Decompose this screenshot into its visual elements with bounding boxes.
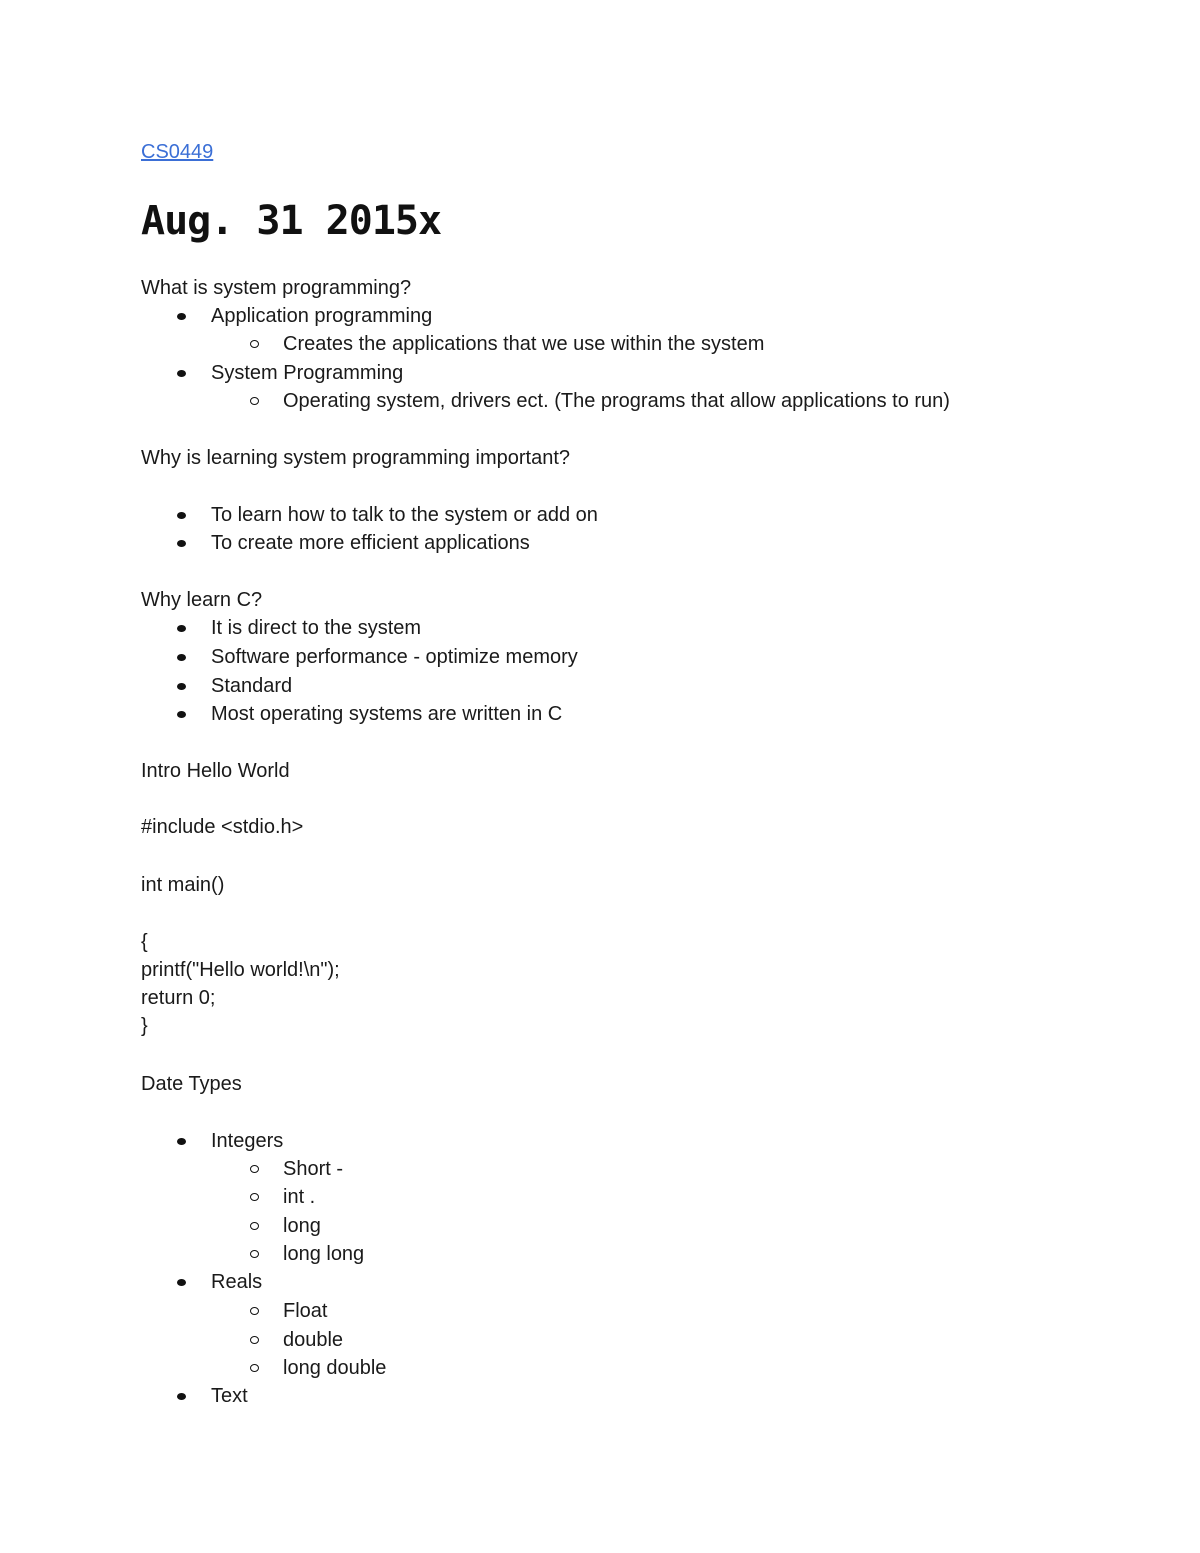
list-item	[177, 361, 403, 385]
bullet-icon	[177, 1138, 186, 1145]
hollow-bullet-icon	[250, 397, 259, 405]
list-subitem-label: long double	[283, 1357, 387, 1379]
hollow-bullet-icon	[250, 1165, 259, 1173]
list-subitem	[250, 1328, 343, 1352]
list-subitem	[250, 332, 764, 356]
bullet-icon	[177, 313, 186, 320]
hollow-bullet-icon	[250, 1307, 259, 1315]
list-item-label: Application programming	[211, 305, 433, 327]
list-subitem	[250, 1157, 343, 1181]
code-line: return 0;	[141, 987, 216, 1009]
bullet-icon	[177, 512, 186, 519]
bullet-icon	[177, 1279, 186, 1286]
list-item-label: Reals	[211, 1271, 263, 1293]
list-item	[177, 503, 598, 527]
list-subitem-label: Short -	[283, 1158, 344, 1180]
list-item	[177, 702, 562, 726]
hollow-bullet-icon	[250, 1336, 259, 1344]
list-subitem-label: long long	[283, 1243, 365, 1265]
list-item	[177, 1129, 283, 1153]
section-heading: What is system programming?	[141, 277, 412, 299]
list-item-label: Text	[211, 1385, 248, 1407]
list-item	[177, 531, 530, 555]
section-heading: Intro Hello World	[141, 760, 290, 782]
list-subitem-label: double	[283, 1329, 344, 1351]
section-heading: Why is learning system programming important?	[141, 447, 571, 469]
bullet-icon	[177, 370, 186, 377]
bullet-icon	[177, 625, 186, 632]
list-item-label: Integers	[211, 1130, 284, 1152]
list-item-label: Most operating systems are written in C	[211, 703, 563, 725]
list-item	[177, 674, 292, 698]
section-heading: Date Types	[141, 1073, 242, 1095]
list-item-label: It is direct to the system	[211, 617, 422, 639]
list-subitem-label: Operating system, drivers ect. (The programs that allow applications to run)	[283, 390, 950, 412]
list-subitem-label: long	[283, 1215, 321, 1237]
list-item-label: System Programming	[211, 362, 404, 384]
code-line: {	[141, 931, 148, 953]
hollow-bullet-icon	[250, 1222, 259, 1230]
bullet-icon	[177, 683, 186, 690]
list-subitem	[250, 1185, 315, 1209]
hollow-bullet-icon	[250, 1364, 259, 1372]
hollow-bullet-icon	[250, 1250, 259, 1258]
list-subitem	[250, 389, 950, 413]
list-subitem-label: Float	[283, 1300, 328, 1322]
list-subitem-label: int .	[283, 1186, 316, 1208]
bullet-icon	[177, 540, 186, 547]
bullet-icon	[177, 711, 186, 718]
page-title: Aug. 31 2015x	[141, 198, 442, 244]
code-line: }	[141, 1015, 148, 1037]
list-subitem	[250, 1299, 327, 1323]
list-subitem	[250, 1214, 321, 1238]
code-line: int main()	[141, 874, 225, 896]
code-line: printf("Hello world!\n");	[141, 959, 340, 981]
code-line: #include <stdio.h>	[141, 816, 304, 838]
list-item-label: To create more efficient applications	[211, 532, 530, 554]
list-item-label: To learn how to talk to the system or add on	[211, 504, 598, 526]
hollow-bullet-icon	[250, 340, 259, 348]
section-heading: Why learn C?	[141, 589, 263, 611]
hollow-bullet-icon	[250, 1193, 259, 1201]
list-item	[177, 304, 432, 328]
list-item	[177, 616, 421, 640]
bullet-icon	[177, 1393, 186, 1400]
bullet-icon	[177, 654, 186, 661]
list-subitem-label: Creates the applications that we use within the system	[283, 333, 765, 355]
list-item-label: Software performance - optimize memory	[211, 646, 578, 668]
list-item-label: Standard	[211, 675, 293, 697]
list-item	[177, 645, 578, 669]
course-link[interactable]: CS0449	[141, 141, 214, 163]
list-item	[177, 1270, 262, 1294]
list-subitem	[250, 1242, 364, 1266]
list-item	[177, 1384, 248, 1408]
list-subitem	[250, 1356, 386, 1380]
